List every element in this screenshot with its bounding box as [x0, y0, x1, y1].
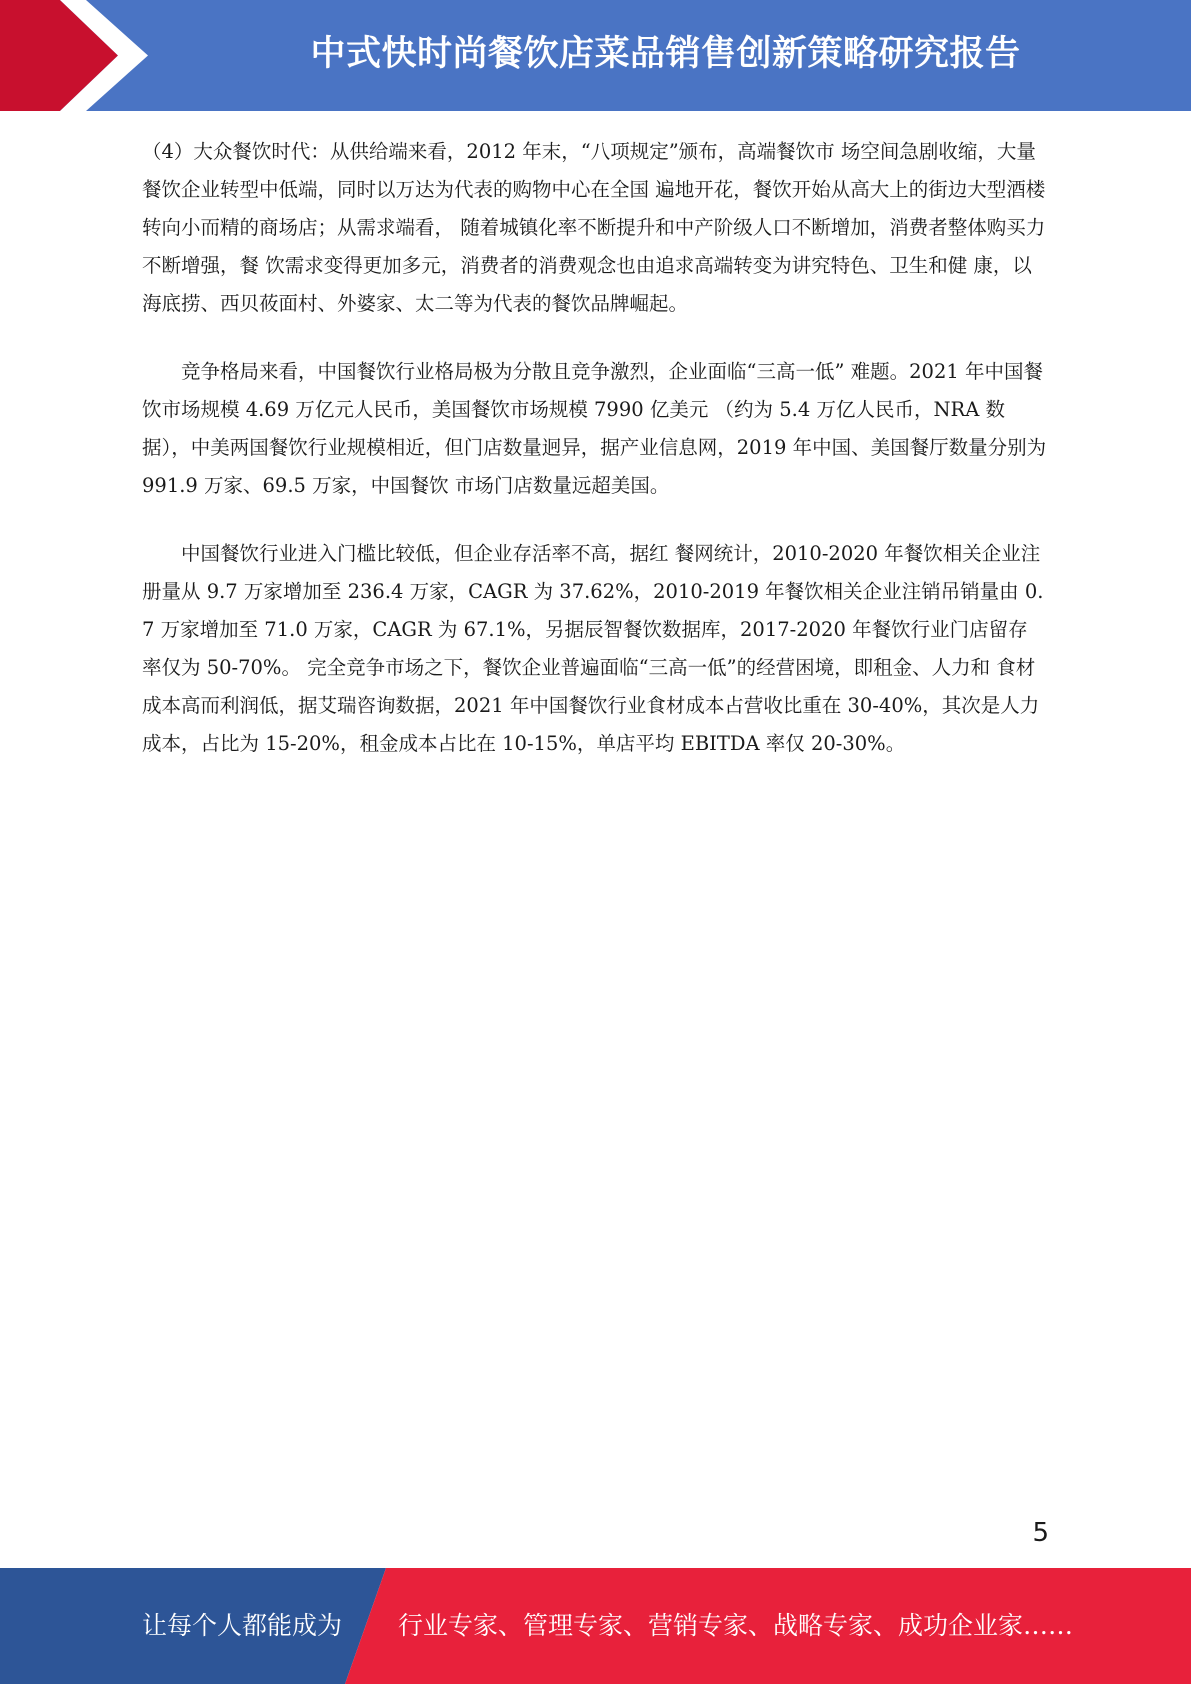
paragraph-competition-landscape: 竞争格局来看，中国餐饮行业格局极为分散且竞争激烈，企业面临“三高一低” 难题。2021 年中国餐饮市场规模 4.69 万亿元人民币，美国餐饮市场规模 7990 亿美元 （约为 5.4 万亿人民币，NRA 数据），中美两国餐饮行业规模相近，但门店数量迥异，据产业信息网，2019 年中国、美国餐厅数量分别为 991.9 万家、69.5 万家，中国餐饮 市场门店数量远超美国。 [142, 360, 1047, 497]
document-body [142, 133, 1047, 793]
paragraph-mass-dining-era: （4）大众餐饮时代：从供给端来看，2012 年末，“八项规定”颁布，高端餐饮市 场空间急剧收缩，大量餐饮企业转型中低端，同时以万达为代表的购物中心在全国 遍地开花，餐饮开始从高大上的街边大型酒楼转向小而精的商场店；从需求端看， 随着城镇化率不断提升和中产阶级人口不断增加，消费者整体购买力不断增强，餐 饮需求变得更加多元，消费者的消费观念也由追求高端转变为讲究特色、卫生和健 康，以海底捞、西贝莜面村、外婆家、太二等为代表的餐饮品牌崛起。 [142, 140, 1046, 315]
footer-slogan-left: 让每个人都能成为 [142, 1611, 343, 1640]
footer-slogan-right: 行业专家、管理专家、营销专家、战略专家、成功企业家…… [398, 1611, 1074, 1640]
document-title: 中式快时尚餐饮店菜品销售创新策略研究报告 [310, 34, 1021, 74]
paragraph-entry-barrier-survival: 中国餐饮行业进入门槛比较低，但企业存活率不高，据红 餐网统计，2010-2020 年餐饮相关企业注册量从 9.7 万家增加至 236.4 万家，CAGR 为 37.62%，2010-2019 年餐饮相关企业注销吊销量由 0.7 万家增加至 71.0 万家，CAGR 为 67.1%，另据辰智餐饮数据库，2017-2020 年餐饮行业门店留存率仅为 50-70%。 完全竞争市场之下，餐饮企业普遍面临“三高一低”的经营困境，即租金、人力和 食材成本高而利润低，据艾瑞咨询数据，2021 年中国餐饮行业食材成本占营收比重在 30-40%，其次是人力成本，占比为 15-20%，租金成本占比在 10-15%，单店平均 EBITDA 率仅 20-30%。 [142, 542, 1044, 755]
header-chevron-decoration [0, 0, 160, 111]
footer-banner [0, 1568, 1191, 1684]
header-banner [0, 0, 1191, 111]
page-number: 5 [1032, 1518, 1049, 1548]
